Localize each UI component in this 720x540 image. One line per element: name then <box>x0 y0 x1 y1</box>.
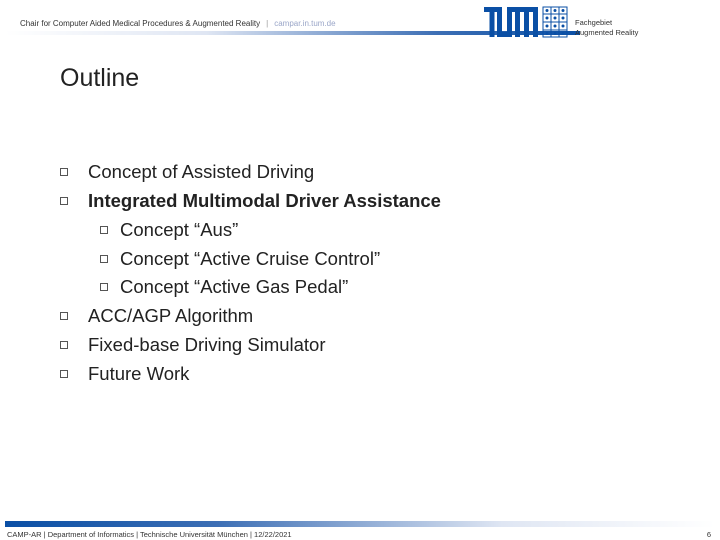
footer-gradient-bar <box>5 521 715 527</box>
chair-name: Chair for Computer Aided Medical Procedures & Augmented Reality <box>20 19 261 28</box>
outline-item: Integrated Multimodal Driver Assistance <box>88 190 441 211</box>
page-number: 6 <box>706 530 711 539</box>
department-line-1: Fachgebiet <box>575 18 613 27</box>
bullet-square-icon <box>60 370 68 378</box>
bullet-square-icon <box>100 255 108 263</box>
page-title: Outline <box>60 64 140 92</box>
bullet-square-icon <box>100 283 108 291</box>
bullet-square-icon <box>60 197 68 205</box>
footer-info: CAMP-AR | Department of Informatics | Technische Universität München | 12/22/2021 <box>7 530 292 539</box>
department-line-2: Augmented Reality <box>575 28 639 37</box>
header-url-link[interactable]: campar.in.tum.de <box>274 19 336 28</box>
outline-item: Fixed-base Driving Simulator <box>88 334 326 355</box>
outline-item: ACC/AGP Algorithm <box>88 305 254 326</box>
outline-item: Future Work <box>88 363 190 384</box>
outline-subitem: Concept “Aus” <box>120 219 239 240</box>
outline-item: Concept of Assisted Driving <box>88 161 315 182</box>
outline-subitem: Concept “Active Cruise Control” <box>120 248 381 269</box>
outline-subitem: Concept “Active Gas Pedal” <box>120 276 349 297</box>
header-separator: | <box>266 19 269 28</box>
bullet-square-icon <box>100 226 108 234</box>
bullet-square-icon <box>60 168 68 176</box>
bullet-square-icon <box>60 312 68 320</box>
bullet-square-icon <box>60 341 68 349</box>
